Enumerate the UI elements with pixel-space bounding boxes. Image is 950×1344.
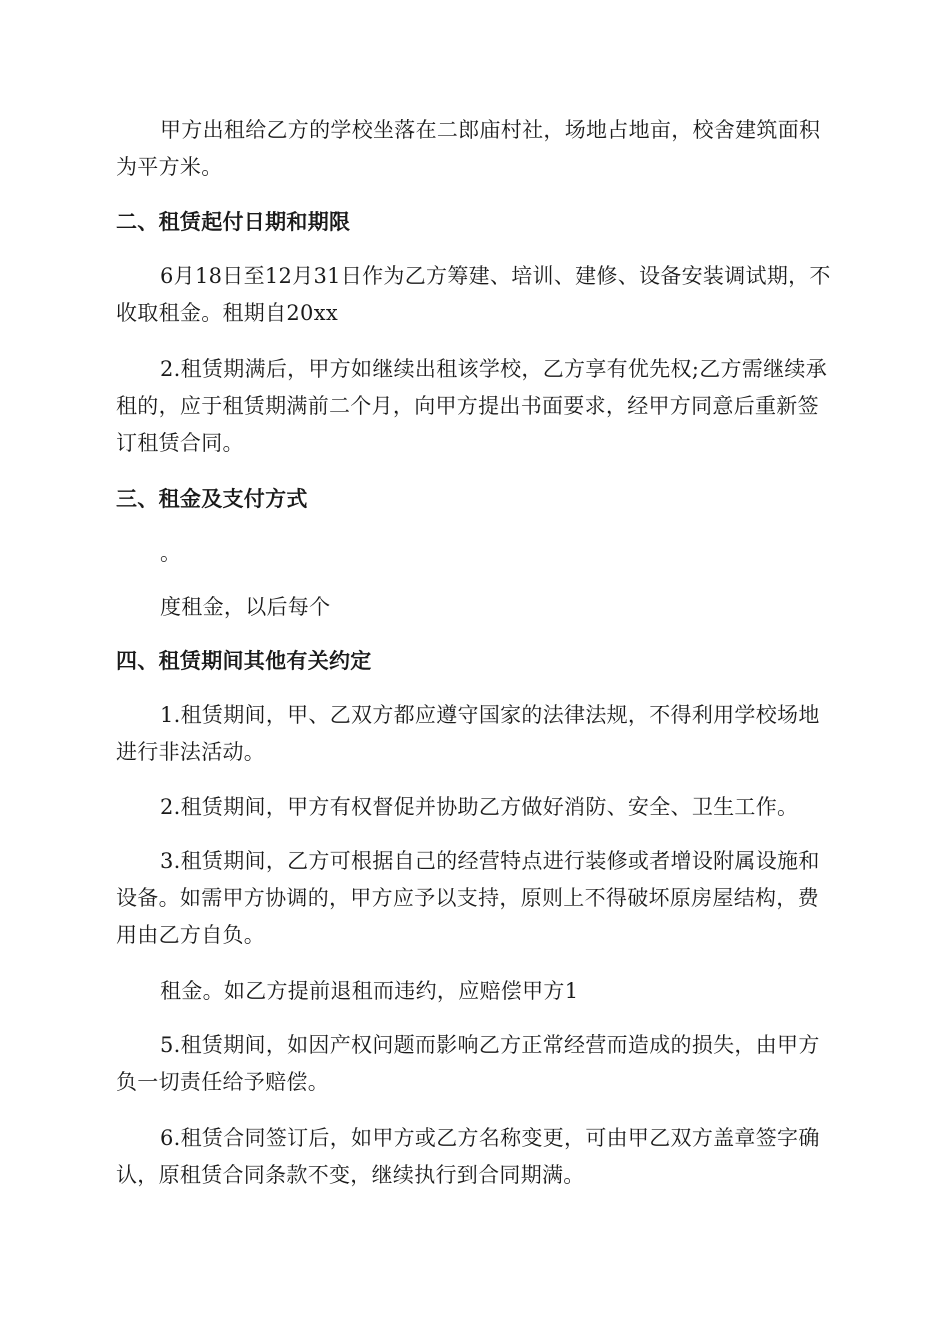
paragraph-term-2: 2.租赁期间，甲方有权督促并协助乙方做好消防、安全、卫生工作。 (160, 795, 799, 819)
paragraph-term-4-fragment: 租金。如乙方提前退租而违约，应赔偿甲方1 (160, 979, 579, 1003)
paragraph-term-6: 6.租赁合同签订后，如甲方或乙方名称变更，可由甲乙双方盖章签字确认，原租赁合同条款不变，继续执行到合同期满。 (116, 1126, 820, 1187)
paragraph-term-1: 1.租赁期间，甲、乙双方都应遵守国家的法律法规，不得利用学校场地进行非法活动。 (116, 703, 820, 764)
paragraph-lease-period: 6月18日至12月31日作为乙方筹建、培训、建修、设备安装调试期，不收取租金。租期自20xx (116, 264, 831, 325)
paragraph-term-5: 5.租赁期间，如因产权问题而影响乙方正常经营而造成的损失，由甲方负一切责任给予赔偿。 (116, 1033, 820, 1094)
section-heading-rent-payment: 三、租金及支付方式 (116, 487, 308, 511)
section-heading-other-terms: 四、租赁期间其他有关约定 (116, 649, 372, 673)
section-heading-lease-term: 二、租赁起付日期和期限 (116, 210, 351, 234)
paragraph-school-location: 甲方出租给乙方的学校坐落在二郎庙村社，场地占地亩，校舍建筑面积为平方米。 (116, 118, 821, 179)
paragraph-term-3: 3.租赁期间，乙方可根据自己的经营特点进行装修或者增设附属设施和设备。如需甲方协调的，甲方应予以支持，原则上不得破坏原房屋结构，费用由乙方自负。 (116, 849, 820, 947)
paragraph-lease-renewal: 2.租赁期满后，甲方如继续出租该学校，乙方享有优先权;乙方需继续承租的，应于租赁期满前二个月，向甲方提出书面要求，经甲方同意后重新签订租赁合同。 (116, 357, 828, 455)
paragraph-rent-fragment-1: 。 (160, 541, 182, 565)
paragraph-rent-fragment-2: 度租金，以后每个 (160, 595, 331, 619)
